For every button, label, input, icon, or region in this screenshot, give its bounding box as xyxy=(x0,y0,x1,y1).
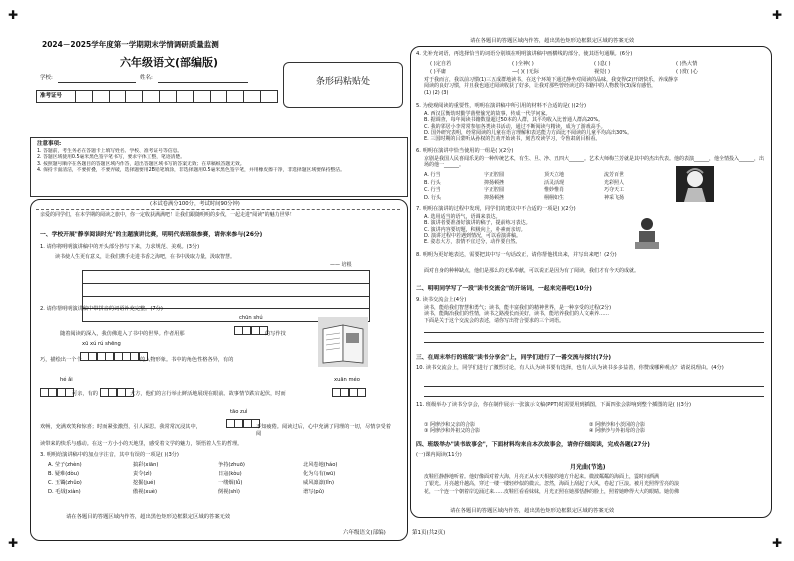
section2-title: 二、明明同学写了一段"读书交流会"的开场词，一起来完善吧(10分) xyxy=(416,286,592,292)
q10-answer-line[interactable] xyxy=(424,396,764,397)
q4-word[interactable]: ( )定自若 xyxy=(430,61,452,67)
exam-title: 2024－2025学年度第一学期期末学情调研质量监测 xyxy=(42,40,219,49)
q5-options xyxy=(424,111,766,142)
q6-option[interactable]: D. 行头 xyxy=(424,194,442,201)
q1-prompt: 1. 请你将明明演讲稿中的开头部分抄写下来，力求规范、美观。(3分) xyxy=(40,244,200,250)
corner-mark-tl: ✚ xyxy=(8,8,19,22)
barcode-box xyxy=(283,62,403,108)
subject-title: 六年级语文(部编版) xyxy=(120,56,219,69)
page-footer-left: 六年级语文(部编) xyxy=(343,530,386,536)
top-note-right: 请在各题目的答题区域内作答，超出黑色矩形边框限定区域的答案无效 xyxy=(470,38,635,44)
q10-answer-line[interactable] xyxy=(424,386,764,387)
exam-number-cells[interactable] xyxy=(75,91,277,102)
q7-option[interactable]: A. 选用适当的语气，语调来表达。 xyxy=(424,214,501,220)
q3-option[interactable]: D. 毛绒(xiàn) xyxy=(48,489,81,495)
q4-prompt: 4. 先补充词语，再选择恰当的词语分别填在明明演讲稿中画横线的部分，使其语句通顺。(6分) xyxy=(416,51,633,57)
q6-option-word: 流芳百世 xyxy=(604,172,625,178)
reading-line: 花，一个连一个朝着岸边涌过来……皮鞋匠看看妹妹，月光正照在她那恬静的脸上，照着她睁得大大的眼睛。她仿佛 xyxy=(424,488,680,495)
notes-box xyxy=(30,137,408,197)
q3-option: 一缕烟(lǚ) xyxy=(218,480,243,486)
q1-author: —— 培根 xyxy=(330,262,352,268)
q2-pinyin3b: xuān méo xyxy=(334,377,360,383)
q4-word[interactable]: 视觉( ) xyxy=(594,69,611,75)
name-field[interactable] xyxy=(158,82,248,83)
section3-title: 三、在周末举行的班级"读书分享会"上，同学们进行了一番交流与探讨(7分) xyxy=(416,355,612,361)
exam-info: (本试卷满分100分，考试时间90分钟) xyxy=(150,201,240,207)
q2-pinyin2: xū xú rú shēng xyxy=(82,341,121,347)
q6-option-word: 光彩照人 xyxy=(604,179,625,186)
q9-text-line: 读书，能陶冶我们的性情，读书之路漫长而美好，读书，能培养我们的人文素养…… xyxy=(424,311,610,318)
q11-option[interactable]: ④ 阿廖沙与外祖母的合影 xyxy=(589,428,646,435)
reading-label: (一)课内阅读(11分) xyxy=(416,452,462,458)
q2-pinyin1: chūn shú xyxy=(239,315,263,321)
q3-option: 北风卷地(háo) xyxy=(303,462,338,468)
q6-option-word: 字正腔圆 xyxy=(484,187,505,193)
reading-line: 皮鞋匠静静地听着。他好像面对着大海，月亮正从水天相接的地方升起来。微波粼粼的海面上，霎时间洒满 xyxy=(424,474,660,480)
q2-pinyin4: tāo zuì xyxy=(230,409,248,415)
q2-line2b: 的人物形象。书中的角色性格各异，有的 xyxy=(140,357,234,363)
q4-text-line: 对于我而言，我以前习惯(1)三五成群地读书，在这个环境下通过静坐对阅读的品味，我变得(2)开朗快乐，养成静享 xyxy=(424,77,679,83)
q2-box5[interactable] xyxy=(332,388,366,397)
q6-option-word: 活灵活现 xyxy=(544,179,565,186)
exam-no-label: 准考证号 xyxy=(40,93,63,99)
q8-text: 面对自身的种种缺点，他们是那么的无私奉献，可以说正是因为有了阅读，我们才有今天的成就。 xyxy=(424,268,640,274)
q2-box1[interactable] xyxy=(234,326,268,335)
name-label: 姓名: xyxy=(140,75,153,81)
q3-option: 傲视(xuè) xyxy=(133,489,157,495)
q5-option[interactable]: C. 我的邻居小李常常参加各类读书活动，通过不断阅读与精读，成为了游戏高手。 xyxy=(424,123,606,130)
q7-options xyxy=(424,214,724,245)
footer-note-right: 请在各题目的答题区域内作答，超出黑色矩形边框限定区域的答案无效 xyxy=(450,508,615,514)
q6-option[interactable]: A. 行当 xyxy=(424,172,441,178)
q7-option[interactable]: C. 演讲内容要切题，积极向上，朴素而亲切。 xyxy=(424,226,526,233)
q8-prompt: 8. 明明为更好地表达，需要把其中写一句话改正，请你帮他找出来，并写出来吧！(2分) xyxy=(416,252,617,258)
q11-prompt: 11. 班级举办了读书分享会，你在制作展示一张演示文稿(PPT)时需要用到插图，下面四张会影响到整个插图的是( )(3分) xyxy=(416,402,692,408)
q3-option[interactable]: A. 莹子(zhèn) xyxy=(48,462,82,468)
divider xyxy=(36,209,400,210)
q6-option-word: 抑扬顿挫 xyxy=(484,179,505,186)
q11-option[interactable]: ① 阿廖沙和父亲的合影 xyxy=(424,422,476,428)
q4-text xyxy=(424,77,766,96)
q6-option-word: 字正腔圆 xyxy=(484,172,505,178)
q4-word[interactable]: —( )( )无际 xyxy=(512,69,539,75)
q2-box2[interactable] xyxy=(80,352,147,361)
q2-box6[interactable] xyxy=(226,419,260,428)
barcode-label: 条形码粘贴处 xyxy=(315,77,370,87)
q9-answer-line[interactable] xyxy=(424,342,764,343)
section4-title: 四、班级举办"读书故事会"，下面材料均来自本次故事会，请你仔细阅读，完成各题(27分) xyxy=(416,442,650,448)
q3-option: 争持(zhuō) xyxy=(218,462,245,468)
q7-option[interactable]: E. 姿态大方，表情不宜过分，动作要自然。 xyxy=(424,239,521,245)
q5-option[interactable]: A. 西汉匡衡幼时勤学凿壁偷光的故事，传成一代学问家。 xyxy=(424,111,551,117)
q9-answer-line[interactable] xyxy=(424,332,764,333)
note-item: 2. 答题区域使用0.5毫米黑色签字笔书写，要求字体工整，笔迹清楚。 xyxy=(37,155,186,161)
open-book-illustration-icon xyxy=(318,317,368,367)
q2-line3a: 可亲，有的 xyxy=(72,391,98,397)
q2-box4[interactable] xyxy=(100,388,134,397)
q5-prompt: 5. 为使观阅读的重要性，明明在演讲稿中所引用的材料不合适的是( )(2分) xyxy=(416,103,587,109)
q6-option-word: 神采飞扬 xyxy=(604,194,625,201)
q4-word[interactable]: ( )热大情 xyxy=(676,61,698,67)
q3-option: 威风凛凛(lǐn) xyxy=(303,480,334,486)
q9-text-line: 下面是关于这个交流会的表述，请你写出符合要求的三个词语。 xyxy=(424,317,565,324)
corner-mark-bl: ✚ xyxy=(8,536,19,550)
q3-option: 化为乌有(wū) xyxy=(303,471,336,477)
q4-row2[interactable] xyxy=(430,69,760,76)
q2-line5: 读带来的快乐与感动。在这一方小小的天地里，感受着文学的魅力，领悟着人生的哲理。 xyxy=(40,441,243,447)
q4-word[interactable]: ( )息( ) xyxy=(594,61,611,67)
q2-line1b: 的写作技 xyxy=(265,331,286,337)
q3-option: 倒视(shì) xyxy=(218,489,240,495)
q6-option-word: 抑扬顿挫 xyxy=(484,194,505,201)
corner-mark-br: ✚ xyxy=(772,536,783,550)
q10-prompt: 10. 读书交流会上，同学们进行了激烈讨论，有人认为读书要有选择，也有人认为读书多多益善，你赞成哪种观点？请说说理由。(4分) xyxy=(416,365,724,371)
q7-option[interactable]: B. 演讲者要准备好演讲的稿子，提前练习表达。 xyxy=(424,220,531,227)
q6-text: 京剧是我国人民喜闻乐见的一种传统艺术，有生、旦、净、丑四大______。艺术大师梅兰芳就是其中的杰出代表。他的表演______，他全情投入______，出场的他一______。 xyxy=(424,156,765,169)
reading-line: 了银光。月亮越升越高，穿过一缕一缕轻纱似的微云。忽然，海面上刮起了大风，卷起了巨浪。被月光照得雪亮的浪 xyxy=(424,481,680,488)
q6-option[interactable]: C. 行当 xyxy=(424,187,441,193)
opera-performer-illustration-icon xyxy=(676,166,714,202)
q2-line3b: 大方，他们的言行举止鲜活地展现在眼前。故事情节跌宕起伏，时而 xyxy=(130,391,286,397)
intro-text: 亲爱的同学们，在本学期的阅读之旅中，你一定收获满满吧！让我们跟随明明的步伐，一起走进"阅读"的魅力世界！ xyxy=(40,212,295,218)
reading-title: 月光曲(节选) xyxy=(570,464,606,471)
q6-prompt: 6. 明明在演讲中恰当使用的一组是( )(2分) xyxy=(416,148,514,154)
q5-option[interactable]: E. 三国时期的吕蒙听从孙权的告劝开始读书，刻苦攻读学习，令鲁肃刮目相看。 xyxy=(424,136,601,142)
notes-title: 注意事项: xyxy=(37,141,62,147)
note-item: 3. 按照题号顺序在各题目的答题区域内作答，超出答题区域书写的答案无效；在草稿纸答题无效。 xyxy=(37,161,245,167)
q7-option[interactable]: D. 演讲过程中若遇到情况，可以看演讲稿。 xyxy=(424,232,522,239)
note-item: 1. 答题前，考生务必在答题卡上填写姓名、学校、准考证号等信息。 xyxy=(37,149,183,154)
q2-line1a: 随着阅读的深入，我仿佛进入了书中的世界。作者用那 xyxy=(60,331,185,337)
q1-text: 读书使人生更有意义，让我们携手走进书香之海吧，在书中汲取力量，汲取智慧。 xyxy=(55,254,236,260)
q2-prompt: 2. 请你帮明明演讲稿中带拼音的词语补充完整。(7分) xyxy=(40,306,163,312)
corner-mark-tr: ✚ xyxy=(772,8,783,22)
q6-options xyxy=(424,172,664,202)
q3-option: 挖掘(jué) xyxy=(133,480,156,486)
q4-text-line: 阅读的良好习惯，并且我也通过阅读收获了好多，让我对那些曾经读过的书籍中的人物教导(3)深有感悟， xyxy=(424,83,657,90)
q3-option: 谱写(pǔ) xyxy=(303,489,325,495)
q2-pinyin3a: hé ǎi xyxy=(60,377,73,383)
page-footer-right: 第1页(共2页) xyxy=(412,530,446,536)
school-field[interactable] xyxy=(58,82,136,83)
q9-text xyxy=(424,305,766,324)
q3-prompt: 3. 明明给演讲稿中的加点字注音，其中有误的一项是( )(3分) xyxy=(40,452,179,458)
q3-option: 日寇(kòu) xyxy=(218,471,242,477)
q3-option[interactable]: B. 疑难(dòu) xyxy=(48,471,80,477)
speaker-illustration-icon xyxy=(632,216,662,250)
q6-option-word: 顶天立地 xyxy=(544,172,565,178)
q3-option[interactable]: C. 玉镯(zhǔo) xyxy=(48,480,82,486)
q3-option: 搞彩(xiān) xyxy=(133,462,159,468)
q4-word[interactable]: ( )赏( )心 xyxy=(676,69,698,75)
q11-options xyxy=(424,422,754,435)
note-item: 4. 保持卡面清洁，不要折叠，不要弄破，选择题要用2B铅笔填涂，非选择题用0.5毫米黑色签字笔，并用橡皮擦干净，非选择题区域要保持整洁。 xyxy=(37,168,345,174)
q11-option[interactable]: ③ 阿廖沙和外祖父的合影 xyxy=(424,428,481,435)
q2-line4a: 欢畅，充满欢笑和惊喜；时而紧张激烈，引人深思。我常常沉浸其中， xyxy=(40,424,201,430)
q7-prompt: 7. 明明在演讲的过程中发现，同学们的建议中不合适的一项是( )(2分) xyxy=(416,206,576,212)
q4-row1[interactable] xyxy=(430,61,760,68)
section1-title: 一、学校开展"静享阅读时光"的主题演讲比赛，明明代表班级参赛，请你来参与(26分) xyxy=(40,232,263,238)
q6-option[interactable]: B. 行头 xyxy=(424,179,441,186)
q6-option-word: 巧夺天工 xyxy=(604,187,625,193)
q3-option: 责令(zì) xyxy=(133,471,152,477)
q4-word[interactable]: ( )平庸 xyxy=(430,69,447,75)
q4-word[interactable]: ( )全神( ) xyxy=(512,61,534,67)
q9-text-line: 读书，能给我们智慧和勇气；读书，能丰富我们的精神世界，是一种享受的过程(2分) xyxy=(424,305,612,311)
exam-number-grid xyxy=(36,90,278,103)
footer-note-left: 请在各题目的答题区域内作答，超出黑色矩形边框限定区域的答案无效 xyxy=(66,514,231,520)
q3-options xyxy=(48,462,388,498)
q4-answer-slots[interactable]: (1) (2) (3) xyxy=(424,89,449,96)
q1-writing-area[interactable] xyxy=(82,270,370,322)
notes-list xyxy=(37,149,399,175)
q11-option[interactable]: ② 阿廖沙和小茨冈的合影 xyxy=(589,422,646,428)
q6-option-word: 栩栩如生 xyxy=(544,194,565,201)
q6-option-word: 惟妙惟肖 xyxy=(544,187,565,193)
q9-prompt: 9. 读书交流会上(4分) xyxy=(416,297,467,303)
q2-line4b: 不知疲倦。阅读过后，心中充满了同理的一切，尽情享受着阅 xyxy=(256,424,391,437)
q2-box3[interactable] xyxy=(40,388,74,397)
q5-option[interactable]: B. 据调查，每年阅读书籍数量超过50本的人群，其平均收入比普通人群高20%。 xyxy=(424,117,604,124)
reading-text xyxy=(424,474,766,496)
q5-option[interactable]: D. 国外研究表明，经常阅读的儿童在语言理解和表达能力方面比不阅读的儿童平均高出30%。 xyxy=(424,129,633,136)
q2-line2a: 巧，描绘出一个个 xyxy=(40,357,82,363)
school-label: 学校: xyxy=(40,75,53,81)
